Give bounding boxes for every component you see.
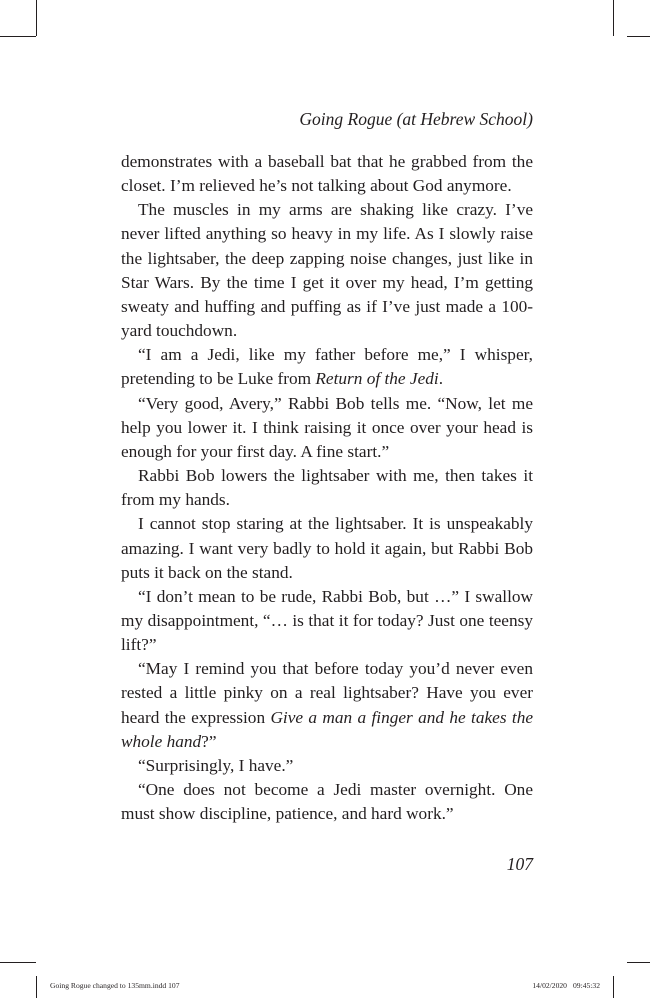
paragraph — [121, 778, 533, 826]
slug-timestamp — [440, 981, 600, 991]
running-head: Going Rogue (at Hebrew School) — [299, 109, 533, 129]
text-run: ?” — [201, 731, 217, 751]
slug-time: 09:45:32 — [572, 981, 600, 990]
paragraph — [121, 392, 533, 464]
paragraph — [121, 585, 533, 657]
crop-mark-top-left — [36, 0, 37, 36]
text-run: “I am a Jedi, like my father before me,” I whisper, pretending to be Luke from — [121, 345, 533, 389]
italic-text: Return of the Jedi — [315, 369, 439, 389]
crop-mark-bottom-right-horizontal — [627, 962, 650, 963]
text-run: “May I remind you that before today you’d never even rested a little pinky on a real lightsaber? Have you ever heard the expression — [121, 659, 533, 727]
text-run: “Very good, Avery,” Rabbi Bob tells me. “Now, let me help you lower it. I think raising it once over your head is enough for your first day. A fine start.” — [121, 393, 533, 461]
italic-text: Give a man a finger and he takes the whole hand — [121, 707, 534, 751]
crop-mark-bottom-left — [36, 976, 37, 998]
crop-mark-top-right — [613, 0, 614, 36]
slug-date: 14/02/2020 — [532, 981, 567, 990]
crop-mark-top-left-horizontal — [0, 36, 36, 37]
paragraph — [121, 150, 533, 198]
text-run: Rabbi Bob lowers the lightsaber with me, then takes it from my hands. — [121, 466, 533, 510]
slug-file-info: Going Rogue changed to 135mm.indd 107 — [50, 981, 180, 990]
text-run: demonstrates with a baseball bat that he grabbed from the closet. I’m relieved he’s not talking about God anymore. — [121, 152, 533, 196]
page-number: 107 — [506, 854, 533, 874]
text-run: “I don’t mean to be rude, Rabbi Bob, but …” I swallow my disappointment, “… is that it for today? Just one teensy lift?” — [121, 586, 533, 655]
paragraph — [121, 754, 533, 778]
text-run: I cannot stop staring at the lightsaber. It is unspeakably amazing. I want very badly to hold it again, but Rabbi Bob puts it back on the stand. — [121, 514, 533, 582]
text-run: “Surprisingly, I have.” — [138, 755, 294, 775]
text-run: . — [438, 369, 444, 389]
paragraph — [121, 198, 533, 343]
text-run: The muscles in my arms are shaking like crazy. I’ve never lifted anything so heavy in my life. As I slowly raise the lightsaber, the deep zapping noise changes, just like in Star Wars. By the time I get it over my head, I’m getting sweaty and huffing and puffing as if I’ve just made a 100-yard touchdown. — [121, 200, 533, 341]
crop-mark-bottom-right — [613, 976, 614, 998]
paragraph — [121, 343, 533, 391]
crop-mark-top-right-horizontal — [627, 36, 650, 37]
paragraph — [121, 657, 533, 754]
crop-mark-bottom-left-horizontal — [0, 962, 36, 963]
text-run: “One does not become a Jedi master overnight. One must show discipline, patience, and hard work.” — [121, 780, 533, 824]
paragraph — [121, 464, 533, 512]
body-text — [121, 150, 533, 826]
paragraph — [121, 512, 533, 584]
